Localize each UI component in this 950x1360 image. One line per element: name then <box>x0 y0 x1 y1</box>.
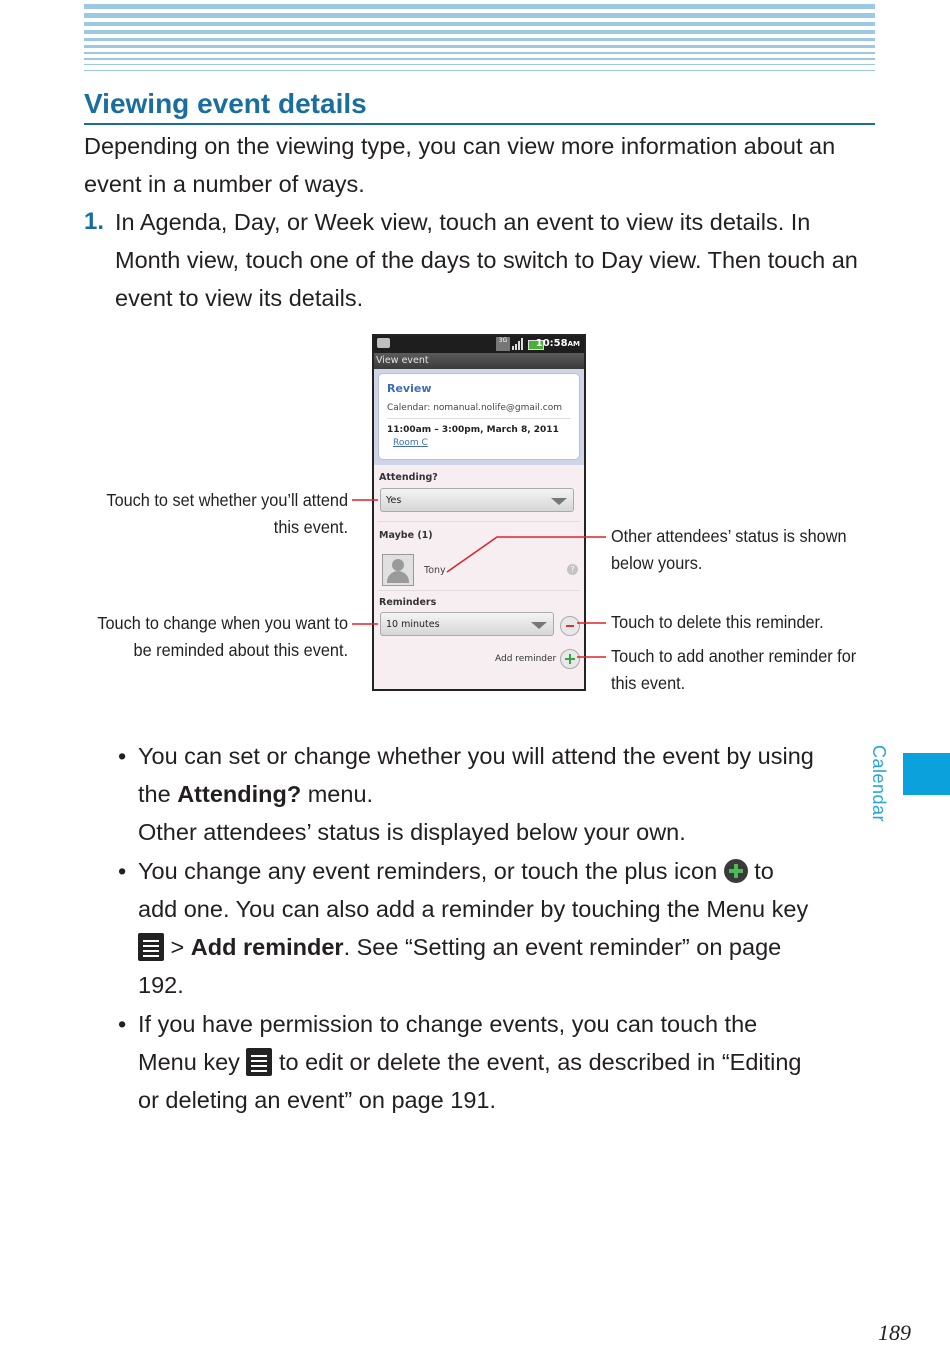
add-reminder-label[interactable]: Add reminder <box>495 654 557 664</box>
divider <box>378 521 580 522</box>
section-title: Viewing event details <box>84 88 367 119</box>
bullet-permission-line1: If you have permission to change events, you can touch the <box>138 1011 758 1037</box>
step-text: In Agenda, Day, or Week view, touch an event to view its details. In Month view, touch one of the days to switch to Day view. Then touch an event to view its details. <box>115 209 858 311</box>
callout-add-line2: this event. <box>611 673 686 693</box>
attending-spinner[interactable] <box>380 488 574 512</box>
event-title: Review <box>387 382 432 395</box>
callout-reminder-line2: be reminded about this event. <box>133 640 348 660</box>
divider <box>387 418 571 419</box>
bullet-reminders <box>138 852 878 1004</box>
add-reminder-menu-name: Add reminder <box>190 934 344 960</box>
app-title: View event <box>376 355 429 366</box>
maybe-label: Maybe (1) <box>379 530 433 541</box>
attendee-name: Tony <box>424 565 446 576</box>
menu-key-icon <box>246 1048 272 1076</box>
avatar <box>382 554 414 586</box>
phone-screenshot <box>372 334 586 691</box>
title-rule <box>84 123 875 125</box>
callout-add <box>611 643 911 697</box>
callout-delete-line1: Touch to delete this reminder. <box>611 612 824 632</box>
status-time: 10:58AM <box>535 338 580 349</box>
dropdown-arrow-icon <box>531 622 547 629</box>
callout-reminder <box>48 610 348 664</box>
plus-icon <box>724 859 748 883</box>
bullet-marker: • <box>118 858 127 884</box>
callout-reminder-line1: Touch to change when you want to <box>97 613 349 633</box>
callout-attend-line1: Touch to set whether you’ll attend <box>106 490 348 510</box>
app-titlebar <box>374 353 584 369</box>
bullet-attending-line2: the Attending? menu. <box>138 781 374 807</box>
network-3g-icon: 3G <box>496 337 510 351</box>
bullet-marker: • <box>118 743 127 769</box>
event-time: 11:00am – 3:00pm, March 8, 2011 <box>387 425 559 435</box>
add-reminder-icon[interactable] <box>560 649 580 669</box>
step-number: 1. <box>84 208 105 235</box>
bullet-reminders-line2: add one. You can also add a reminder by touching the Menu key <box>138 896 809 922</box>
bullet-attending <box>138 737 878 851</box>
event-card-area <box>374 369 584 465</box>
attending-label: Attending? <box>379 472 438 483</box>
callout-delete <box>611 609 911 636</box>
attendee-status-icon: ? <box>567 564 578 575</box>
callout-attend <box>54 487 348 541</box>
chapter-tab <box>903 753 950 795</box>
chapter-tab-label: Calendar <box>869 745 889 823</box>
header-stripes <box>84 4 875 76</box>
signal-icon <box>512 338 524 350</box>
bullet-attending-line1: You can set or change whether you will attend the event by using <box>138 743 814 769</box>
bullet-attending-line3: Other attendees’ status is displayed below your own. <box>138 819 686 845</box>
callout-others-line2: below yours. <box>611 553 703 573</box>
callout-others-line1: Other attendees’ status is shown <box>611 526 847 546</box>
event-calendar: Calendar: nomanual.nolife@gmail.com <box>387 403 562 413</box>
bullet-reminders-line1: You change any event reminders, or touch the plus icon to <box>138 858 774 884</box>
reminder-spinner[interactable] <box>380 612 554 636</box>
divider <box>378 590 580 591</box>
bullet-reminders-line3: > Add reminder. See “Setting an event reminder” on page <box>138 928 878 966</box>
event-room-link[interactable]: Room C <box>393 438 428 448</box>
bullet-marker: • <box>118 1011 127 1037</box>
reminders-label: Reminders <box>379 597 437 608</box>
callout-add-line1: Touch to add another reminder for <box>611 646 857 666</box>
attending-value: Yes <box>386 495 402 506</box>
callout-attend-line2: this event. <box>273 517 348 537</box>
status-bar <box>374 336 584 353</box>
page-number: 189 <box>878 1320 911 1345</box>
bullet-permission-line3: or deleting an event” on page 191. <box>138 1087 496 1113</box>
bullet-permission <box>138 1005 878 1119</box>
delete-reminder-icon[interactable] <box>560 616 580 636</box>
bullet-permission-line2: Menu key to edit or delete the event, as described in “Editing <box>138 1049 802 1075</box>
intro-paragraph: Depending on the viewing type, you can view more information about an event in a number of ways. <box>84 133 836 197</box>
attending-menu-name: Attending? <box>177 781 302 807</box>
reminder-value: 10 minutes <box>386 619 440 630</box>
dropdown-arrow-icon <box>551 498 567 505</box>
notification-icon <box>377 338 390 348</box>
menu-key-icon <box>138 933 164 961</box>
bullet-reminders-line4: 192. <box>138 972 184 998</box>
callout-others <box>611 523 911 577</box>
event-card <box>378 373 580 460</box>
